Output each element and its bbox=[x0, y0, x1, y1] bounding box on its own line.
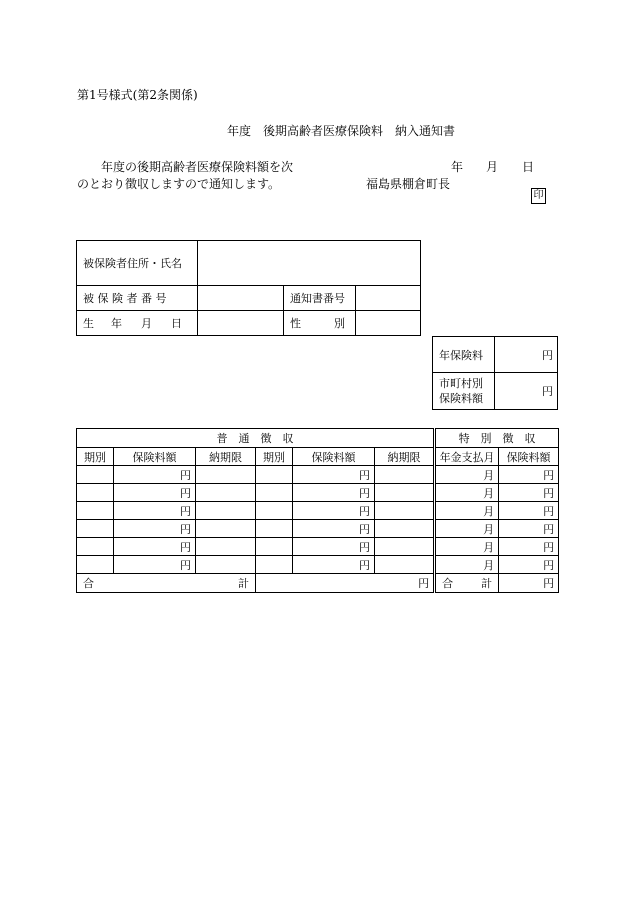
ordinary-total-label bbox=[77, 574, 256, 593]
birthdate-field[interactable] bbox=[198, 311, 284, 336]
col-premium-2: 保険料額 bbox=[293, 448, 375, 466]
due-cell[interactable] bbox=[196, 466, 256, 484]
col-due-1: 納期限 bbox=[196, 448, 256, 466]
table-row bbox=[77, 502, 559, 520]
insured-number-field[interactable] bbox=[198, 286, 284, 311]
period-cell[interactable] bbox=[77, 538, 114, 556]
special-total-amount[interactable]: 円 bbox=[499, 574, 559, 593]
pension-month-cell[interactable]: 月 bbox=[435, 520, 499, 538]
period-cell[interactable] bbox=[256, 520, 293, 538]
table-row bbox=[77, 538, 559, 556]
premium-cell[interactable]: 円 bbox=[114, 520, 196, 538]
premium-cell[interactable]: 円 bbox=[293, 502, 375, 520]
period-cell[interactable] bbox=[77, 484, 114, 502]
table-row bbox=[77, 556, 559, 574]
insured-table bbox=[76, 240, 421, 336]
total-row bbox=[77, 574, 559, 593]
table-row bbox=[77, 466, 559, 484]
insured-number-label: 被 保 険 者 番 号 bbox=[77, 286, 198, 311]
pension-month-cell[interactable]: 月 bbox=[435, 466, 499, 484]
birthdate-label-tsuki: 月 bbox=[141, 317, 152, 330]
document-title: 年度 後期高齢者医療保険料 納入通知書 bbox=[227, 124, 456, 138]
special-premium-cell[interactable]: 円 bbox=[499, 502, 559, 520]
special-premium-cell[interactable]: 円 bbox=[499, 466, 559, 484]
table-row bbox=[77, 520, 559, 538]
due-cell[interactable] bbox=[196, 520, 256, 538]
municipal-label-line1: 市町村別 bbox=[439, 377, 483, 390]
address-name-field[interactable] bbox=[198, 241, 421, 286]
total-label-left: 合 bbox=[83, 577, 94, 590]
birthdate-label-hi: 日 bbox=[171, 317, 182, 330]
table-row bbox=[77, 484, 559, 502]
address-name-label: 被保険者住所・氏名 bbox=[77, 241, 198, 286]
due-cell[interactable] bbox=[375, 520, 435, 538]
pension-month-cell[interactable]: 月 bbox=[435, 538, 499, 556]
col-pension-month: 年金支払月 bbox=[435, 448, 499, 466]
period-cell[interactable] bbox=[256, 538, 293, 556]
col-premium-special: 保険料額 bbox=[499, 448, 559, 466]
birthdate-label-nen: 年 bbox=[111, 317, 122, 330]
notice-number-field[interactable] bbox=[356, 286, 421, 311]
premium-cell[interactable]: 円 bbox=[293, 520, 375, 538]
form-number: 第1号様式(第2条関係) bbox=[77, 88, 198, 102]
due-cell[interactable] bbox=[196, 484, 256, 502]
notice-number-label: 通知書番号 bbox=[284, 286, 356, 311]
due-cell[interactable] bbox=[375, 484, 435, 502]
col-period-2: 期別 bbox=[256, 448, 293, 466]
seal-mark: 印 bbox=[531, 188, 546, 204]
col-premium-1: 保険料額 bbox=[114, 448, 196, 466]
due-cell[interactable] bbox=[375, 538, 435, 556]
collection-table bbox=[76, 428, 559, 593]
pension-month-cell[interactable]: 月 bbox=[435, 502, 499, 520]
period-cell[interactable] bbox=[77, 502, 114, 520]
premium-cell[interactable]: 円 bbox=[293, 484, 375, 502]
pension-month-cell[interactable]: 月 bbox=[435, 484, 499, 502]
special-total-label bbox=[435, 574, 499, 593]
due-cell[interactable] bbox=[196, 538, 256, 556]
premium-cell[interactable]: 円 bbox=[114, 556, 196, 574]
period-cell[interactable] bbox=[256, 556, 293, 574]
period-cell[interactable] bbox=[256, 502, 293, 520]
ordinary-total-amount[interactable]: 円 bbox=[256, 574, 435, 593]
municipal-label-line2: 保険料額 bbox=[439, 392, 483, 405]
gender-field[interactable] bbox=[356, 311, 421, 336]
due-cell[interactable] bbox=[196, 556, 256, 574]
intro-line-2: のとおり徴収しますので通知します。 bbox=[77, 177, 281, 191]
municipal-premium-label bbox=[433, 373, 495, 410]
due-cell[interactable] bbox=[375, 556, 435, 574]
special-premium-cell[interactable]: 円 bbox=[499, 538, 559, 556]
birthdate-label-sei: 生 bbox=[83, 317, 94, 330]
premium-table bbox=[432, 336, 558, 410]
period-cell[interactable] bbox=[256, 466, 293, 484]
birthdate-label bbox=[77, 311, 198, 336]
annual-premium-label: 年保険料 bbox=[433, 337, 495, 373]
date-month: 月 bbox=[486, 160, 499, 174]
date-year: 年 bbox=[451, 160, 464, 174]
period-cell[interactable] bbox=[77, 556, 114, 574]
period-cell[interactable] bbox=[256, 484, 293, 502]
total-label-right: 計 bbox=[238, 577, 249, 590]
premium-cell[interactable]: 円 bbox=[114, 466, 196, 484]
premium-cell[interactable]: 円 bbox=[114, 484, 196, 502]
col-period-1: 期別 bbox=[77, 448, 114, 466]
special-collection-header: 特 別 徴 収 bbox=[435, 429, 559, 448]
special-premium-cell[interactable]: 円 bbox=[499, 556, 559, 574]
premium-cell[interactable]: 円 bbox=[114, 538, 196, 556]
period-cell[interactable] bbox=[77, 520, 114, 538]
premium-cell[interactable]: 円 bbox=[114, 502, 196, 520]
period-cell[interactable] bbox=[77, 466, 114, 484]
premium-cell[interactable]: 円 bbox=[293, 538, 375, 556]
pension-month-cell[interactable]: 月 bbox=[435, 556, 499, 574]
due-cell[interactable] bbox=[375, 502, 435, 520]
date-day: 日 bbox=[522, 160, 535, 174]
ordinary-collection-header: 普 通 徴 収 bbox=[77, 429, 435, 448]
special-premium-cell[interactable]: 円 bbox=[499, 484, 559, 502]
special-total-left: 合 bbox=[442, 577, 454, 590]
special-premium-cell[interactable]: 円 bbox=[499, 520, 559, 538]
gender-label: 性 別 bbox=[284, 311, 356, 336]
col-due-2: 納期限 bbox=[375, 448, 435, 466]
premium-cell[interactable]: 円 bbox=[293, 556, 375, 574]
due-cell[interactable] bbox=[196, 502, 256, 520]
issuer: 福島県棚倉町長 bbox=[366, 177, 451, 191]
special-total-right: 計 bbox=[481, 577, 493, 590]
intro-line-1: 年度の後期高齢者医療保険料額を次 bbox=[101, 160, 294, 174]
due-cell[interactable] bbox=[375, 466, 435, 484]
premium-cell[interactable]: 円 bbox=[293, 466, 375, 484]
annual-premium-unit[interactable]: 円 bbox=[495, 337, 558, 373]
municipal-premium-unit[interactable]: 円 bbox=[495, 373, 558, 410]
